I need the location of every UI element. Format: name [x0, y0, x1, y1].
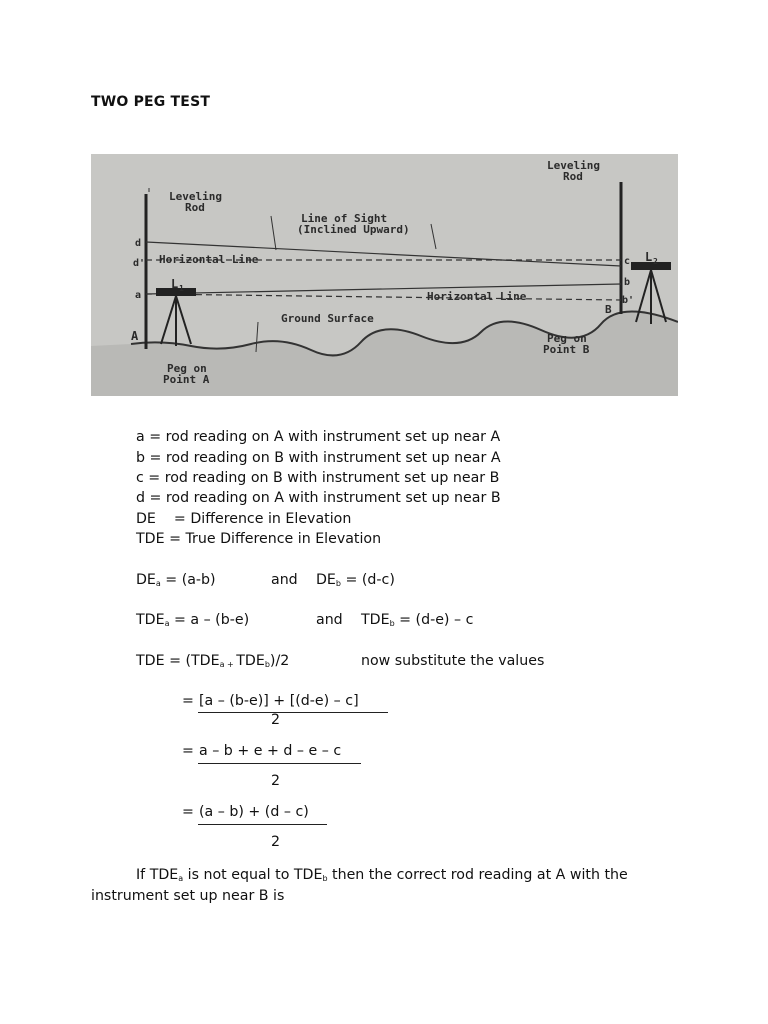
- instrument-l2-sub: 2: [653, 257, 658, 266]
- reading-d-prime-label: d': [133, 258, 146, 269]
- definition-b: b = rod reading on B with instrument set up near A: [136, 450, 501, 466]
- step3-fraction-bar: [198, 824, 327, 825]
- conclusion-line-1: If $TDE_a$ is not equal to $TDE_b$ then the correct rod reading at A with the: [136, 867, 628, 883]
- equation-and-2: and: [316, 612, 343, 628]
- peg-a-label-1: Peg on: [167, 362, 207, 375]
- reading-c-label: c: [624, 256, 631, 267]
- equation-tde-average: TDE = ($TDE_{a +}$ $TDE_b)/2$: [136, 653, 290, 669]
- substitute-note: now substitute the values: [361, 653, 545, 669]
- horizontal-line-label-left: Horizontal Line: [159, 253, 259, 266]
- step1-fraction-bar: [198, 712, 388, 713]
- step2-prefix: =: [182, 743, 199, 759]
- horizontal-line-label-right: Horizontal Line: [427, 290, 527, 303]
- step3-numerator: (a – b) + (d – c): [199, 804, 309, 820]
- conclusion-line-2: instrument set up near B is: [91, 888, 285, 904]
- equation-de-a: $DE_a = (a-b)$: [136, 572, 216, 588]
- two-peg-test-diagram: [91, 154, 678, 396]
- reading-a-label: a: [135, 290, 142, 301]
- step2-denominator: 2: [271, 773, 281, 789]
- peg-b-label-2: Point B: [543, 343, 590, 356]
- equation-tde-b: $TDE_b = (d-e) - c$: [361, 612, 474, 628]
- step3-denominator: 2: [271, 834, 281, 850]
- peg-b-label-1: Peg on: [547, 332, 587, 345]
- point-b-label: B: [605, 303, 612, 316]
- rod-b-label-1: Leveling: [547, 159, 600, 172]
- definition-tde: TDE = True Difference in Elevation: [136, 531, 382, 547]
- definition-de: DE = Difference in Elevation: [136, 511, 352, 527]
- equation-and-1: and: [271, 572, 298, 588]
- rod-a-label-1: Leveling: [169, 190, 222, 203]
- step1-numerator: [a – (b-e)] + [(d-e) – c]: [199, 693, 359, 709]
- rod-b-label-2: Rod: [563, 170, 583, 183]
- point-a-label: A: [131, 329, 139, 343]
- step2-numerator: a – b + e + d – e – c: [199, 743, 342, 759]
- page-title: TWO PEG TEST: [91, 94, 211, 110]
- instrument-l1-sub: 1: [179, 284, 184, 293]
- instrument-l2-label: L: [645, 250, 653, 264]
- rod-a-label-2: Rod: [185, 201, 205, 214]
- reading-d-label: d: [135, 238, 142, 249]
- definition-c: c = rod reading on B with instrument set up near B: [136, 470, 500, 486]
- reading-b-label: b: [624, 277, 631, 288]
- definition-d: d = rod reading on A with instrument set up near B: [136, 490, 501, 506]
- reading-b-prime-label: b': [622, 295, 635, 306]
- equation-tde-a: $TDE_a = a - (b-e)$: [136, 612, 250, 628]
- ground-surface-label: Ground Surface: [281, 312, 374, 325]
- line-of-sight-label-2: (Inclined Upward): [297, 223, 410, 236]
- step1-prefix: =: [182, 693, 199, 709]
- equation-de-b: $DE_b = (d-c)$: [316, 572, 395, 588]
- peg-a-label-2: Point A: [163, 373, 210, 386]
- instrument-l1-label: L: [171, 277, 179, 291]
- step2-fraction-bar: [198, 763, 361, 764]
- step3-prefix: =: [182, 804, 199, 820]
- definition-a: a = rod reading on A with instrument set up near A: [136, 429, 501, 445]
- line-of-sight-label-1: Line of Sight: [301, 212, 388, 225]
- step1-denominator: 2: [271, 712, 281, 728]
